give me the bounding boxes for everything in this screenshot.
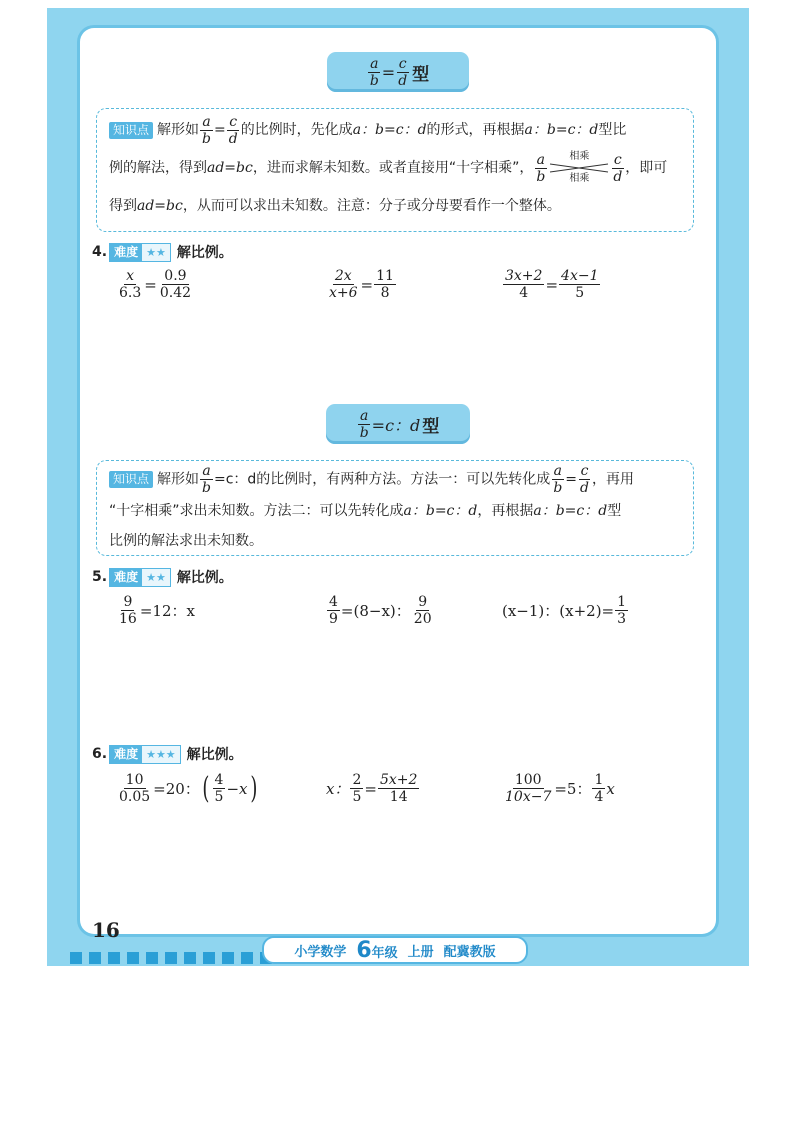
section-title-2: $\frac{a}{b}$ =c：d 型 xyxy=(326,404,470,444)
knowledge-tag: 知识点 xyxy=(109,471,153,488)
difficulty-badge: 难度 ★★ xyxy=(109,243,171,262)
knowledge-box-2: 知识点 解形如 $\frac{a}{b}$ =c：d的比例时，有两种方法。方法一：可以先转化成 $\frac{a}{b}$ = $\frac{c}{d}$ ，再用 “十字相乘”求出未知数。方法二：可以先转化成a：b=c：d，再根据a：b=c：d型 比例的解法求出未知数。 xyxy=(96,460,694,556)
cross-arrows-icon xyxy=(548,163,610,173)
knowledge-box-1: 知识点 解形如 $\frac{a}{b}$ = $\frac{c}{d}$ 的比例时，先化成a：b=c：d的形式，再根据a：b=c：d型比 例的解法，得到ad=bc，进而求解未知数。或者直接用“十字相乘”， $\frac{a}{b}$ 相乘 相乘 $\frac{c}{d}$ ，即可 得到ad=bc，从而可以求出未知数。注意：分子或分母要看作一个整体。 xyxy=(96,108,694,232)
q4-equation-3: $\frac{3x+2}{4}$ = $\frac{4x-1}{5}$ xyxy=(505,268,599,301)
page-number: 16 xyxy=(92,918,120,942)
q4-equation-1: $\frac{x}{6.3}$ = $\frac{0.9}{0.42}$ xyxy=(119,268,192,301)
section-title-1: $\frac{a}{b}$ = $\frac{c}{d}$ 型 xyxy=(327,52,469,92)
question-6-header: 6. 难度 ★★★ 解比例。 xyxy=(92,746,243,763)
question-4-header: 4. 难度 ★★ 解比例。 xyxy=(92,244,233,261)
knowledge-tag: 知识点 xyxy=(109,122,153,139)
q6-equation-2: x： $\frac{2}{5}$ = $\frac{5x+2}{14}$ xyxy=(326,772,418,805)
question-5-header: 5. 难度 ★★ 解比例。 xyxy=(92,569,233,586)
footer-decoration xyxy=(70,952,291,964)
q5-equation-3: (x−1)：(x+2)= $\frac{1}{3}$ xyxy=(502,594,627,627)
footer-book-title: 小学数学 6年级 上册 配冀教版 xyxy=(262,936,528,964)
difficulty-badge: 难度 ★★★ xyxy=(109,745,181,764)
q6-equation-1: $\frac{10}{0.05}$ =20： ( $\frac{4}{5}$ −x ) xyxy=(119,770,257,806)
cross-multiply-diagram: 相乘 相乘 xyxy=(548,151,610,185)
q4-equation-2: $\frac{2x}{x+6}$ = $\frac{11}{8}$ xyxy=(329,268,394,301)
q6-equation-3: $\frac{100}{10x-7}$ =5： $\frac{1}{4}$ x xyxy=(505,772,615,805)
q5-equation-1: $\frac{9}{16}$ =12：x xyxy=(119,594,195,627)
difficulty-badge: 难度 ★★ xyxy=(109,568,171,587)
q5-equation-2: $\frac{4}{9}$ =(8−x)： $\frac{9}{20}$ xyxy=(329,594,432,627)
